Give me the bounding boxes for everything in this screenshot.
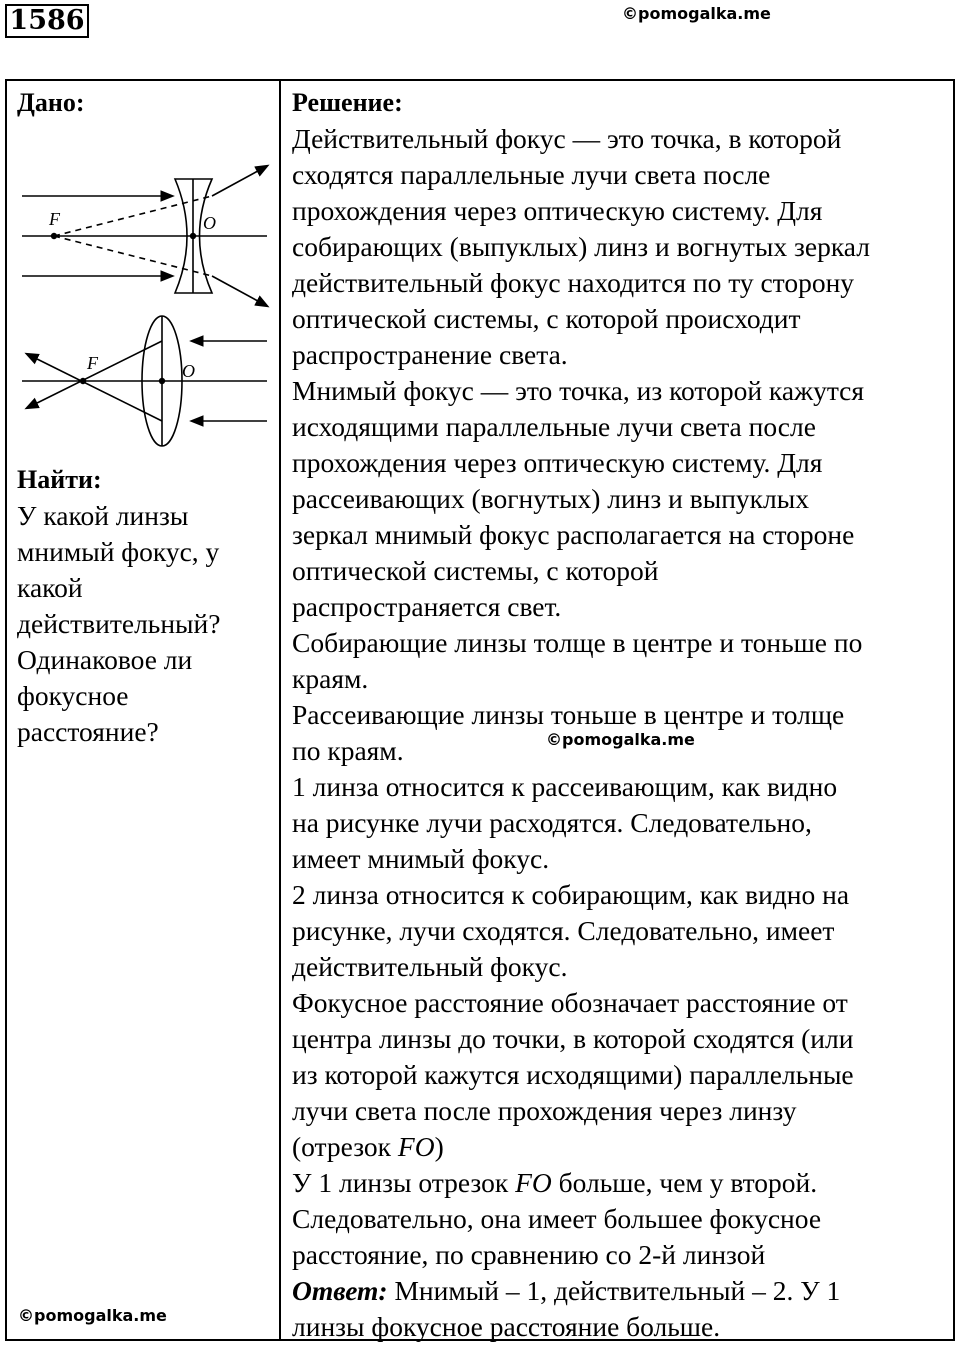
solution-line: 1 линза относится к рассеивающим, как видно [292, 771, 838, 802]
center-point-1 [190, 233, 196, 239]
find-line: расстояние? [17, 716, 159, 747]
find-line: какой [17, 572, 83, 603]
solution-line: лучи света после прохождения через линзу [292, 1095, 797, 1126]
solution-line: 2 линза относится к собирающим, как видно на [292, 879, 850, 910]
focus-label-1: F [49, 209, 60, 229]
watermark-bottom: ©pomogalka.me [18, 1306, 167, 1325]
virtual-ray-bottom [54, 236, 212, 276]
solution-line: рассеивающих (вогнутых) линз и выпуклых [292, 483, 809, 514]
find-line: Одинаковое ли [17, 644, 193, 675]
answer-line: линзы фокусное расстояние больше. [292, 1311, 721, 1342]
focus-point-1 [51, 233, 57, 239]
solution-line: исходящими параллельные лучи света после [292, 411, 816, 442]
solution-line: по краям. [292, 735, 404, 766]
solution-line: Действительный фокус — это точка, в которой [292, 123, 842, 154]
find-line: действительный? [17, 608, 221, 639]
ray-bottom-out [212, 276, 267, 306]
solution-line: распространяется свет. [292, 591, 562, 622]
solution-line: собирающих (выпуклых) линз и вогнутых зеркал [292, 231, 870, 262]
focus-point-2 [80, 378, 86, 384]
column-divider [279, 81, 281, 1339]
ray-top-out [212, 166, 267, 196]
solution-line: оптической системы, с которой происходит [292, 303, 801, 334]
solution-line: Мнимый фокус — это точка, из которой кажутся [292, 375, 865, 406]
converging-lens-figure [22, 316, 267, 446]
given-column [17, 81, 272, 750]
solution-line: Следовательно, она имеет большее фокусное [292, 1203, 822, 1234]
solution-line: зеркал мнимый фокус располагается на стороне [292, 519, 855, 550]
solution-line: рисунке, лучи сходятся. Следовательно, имеет [292, 915, 835, 946]
virtual-ray-top [54, 196, 212, 236]
diverging-lens-figure [22, 166, 267, 306]
solution-line-fo: (отрезок FO) [292, 1131, 444, 1162]
solution-line: прохождения через оптическую систему. Для [292, 195, 823, 226]
solution-line: оптической системы, с которой [292, 555, 659, 586]
focus-label-2: F [87, 353, 98, 373]
find-line: У какой линзы [17, 500, 189, 531]
solution-line: на рисунке лучи расходятся. Следовательно, [292, 807, 812, 838]
solution-table [5, 79, 955, 1341]
solution-line-fo-compare: У 1 линзы отрезок FO больше, чем у второй. [292, 1167, 818, 1198]
center-label-2: O [182, 361, 195, 381]
solution-line: имеет мнимый фокус. [292, 843, 550, 874]
solution-line: распространение света. [292, 339, 568, 370]
center-point-2 [159, 378, 165, 384]
center-label-1: O [203, 213, 216, 233]
solution-line: Собирающие линзы толще в центре и тоньше по [292, 627, 863, 658]
find-line: мнимый фокус, у [17, 536, 220, 567]
find-line: фокусное [17, 680, 129, 711]
find-heading: Найти: [17, 465, 102, 494]
solution-line: Фокусное расстояние обозначает расстояние от [292, 987, 848, 1018]
solution-column [292, 81, 952, 1345]
given-heading: Дано: [17, 88, 85, 117]
solution-heading: Решение: [292, 88, 403, 117]
solution-line: прохождения через оптическую систему. Для [292, 447, 823, 478]
solution-line: действительный фокус. [292, 951, 568, 982]
solution-line: краям. [292, 663, 369, 694]
solution-line: центра линзы до точки, в которой сходятся (или [292, 1023, 854, 1054]
problem-number: 1586 [5, 4, 89, 38]
solution-line: действительный фокус находится по ту сторону [292, 267, 855, 298]
solution-line: Рассеивающие линзы тоньше в центре и толще [292, 699, 845, 730]
answer-label: Ответ: [292, 1275, 388, 1306]
lens-diagram [17, 121, 272, 456]
find-text [17, 498, 272, 750]
watermark-middle: ©pomogalka.me [546, 730, 695, 749]
solution-line: сходятся параллельные лучи света после [292, 159, 771, 190]
answer-line: Ответ: Мнимый – 1, действительный – 2. У 1 [292, 1275, 841, 1306]
solution-line: из которой кажутся исходящими) параллельные [292, 1059, 854, 1090]
solution-line: расстояние, по сравнению со 2-й линзой [292, 1239, 766, 1270]
watermark-top: ©pomogalka.me [622, 4, 771, 23]
